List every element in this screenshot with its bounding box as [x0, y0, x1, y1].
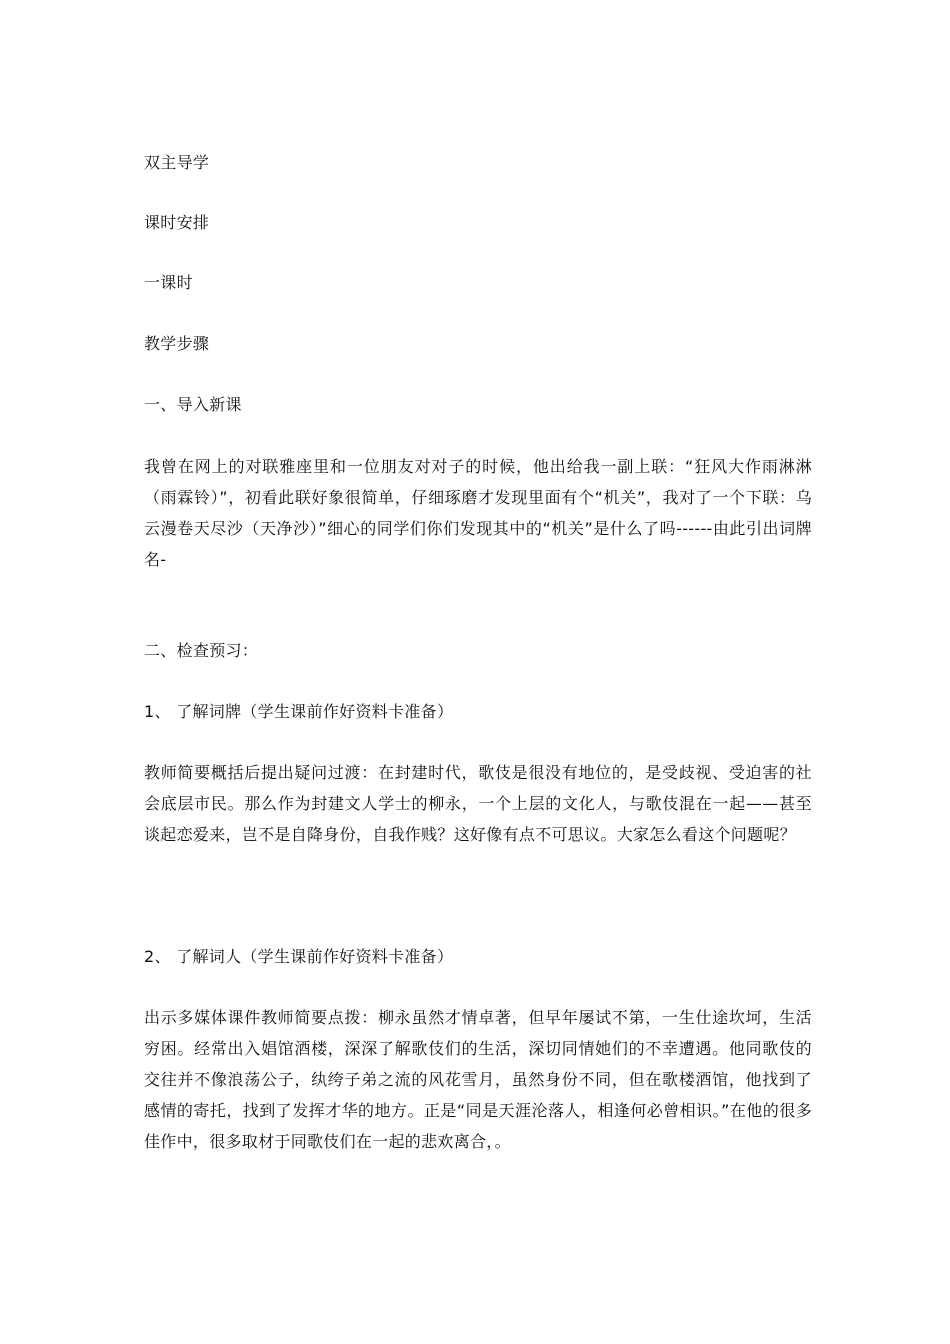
section2-heading: 二、检查预习：	[144, 641, 259, 660]
steps-heading: 教学步骤	[144, 334, 210, 353]
item2-paragraph: 出示多媒体课件教师简要点拨：柳永虽然才情卓著，但早年屡试不第，一生仕途坎坷，生活穷困。经常出入娼馆酒楼，深深了解歌伎们的生活，深切同情她们的不幸遭遇。他同歌伎的交往并不像浪荡公子，纨绔子弟之流的风花雪月，虽然身份不同，但在歌楼酒馆，他找到了感情的寄托，找到了发挥才华的地方。正是“同是天涯沦落人，相逢何必曾相识。”在他的很多佳作中，很多取材于同歌伎们在一起的悲欢离合，。	[144, 1008, 812, 1151]
schedule-heading: 课时安排	[144, 213, 210, 232]
section1-heading: 一、导入新课	[144, 395, 242, 414]
intro-paragraph: 我曾在网上的对联雅座里和一位朋友对对子的时候，他出给我一副上联：“狂风大作雨淋淋（雨霖铃）”，初看此联好象很简单，仔细琢磨才发现里面有个“机关”，我对了一个下联：乌云漫卷天尽沙（天净沙）”细心的同学们你们发现其中的“机关”是什么了吗------由此引出词牌名-	[144, 457, 812, 569]
item2-heading: 2、 了解词人（学生课前作好资料卡准备）	[144, 947, 454, 966]
item1-paragraph: 教师简要概括后提出疑问过渡：在封建时代，歌伎是很没有地位的，是受歧视、受迫害的社会底层市民。那么作为封建文人学士的柳永，一个上层的文化人，与歌伎混在一起——甚至谈起恋爱来，岂不是自降身份，自我作贱？这好像有点不可思议。大家怎么看这个问题呢？	[144, 763, 812, 844]
schedule-value: 一课时	[144, 273, 193, 292]
item1-heading: 1、 了解词牌（学生课前作好资料卡准备）	[144, 702, 454, 721]
title-line: 双主导学	[144, 153, 210, 172]
